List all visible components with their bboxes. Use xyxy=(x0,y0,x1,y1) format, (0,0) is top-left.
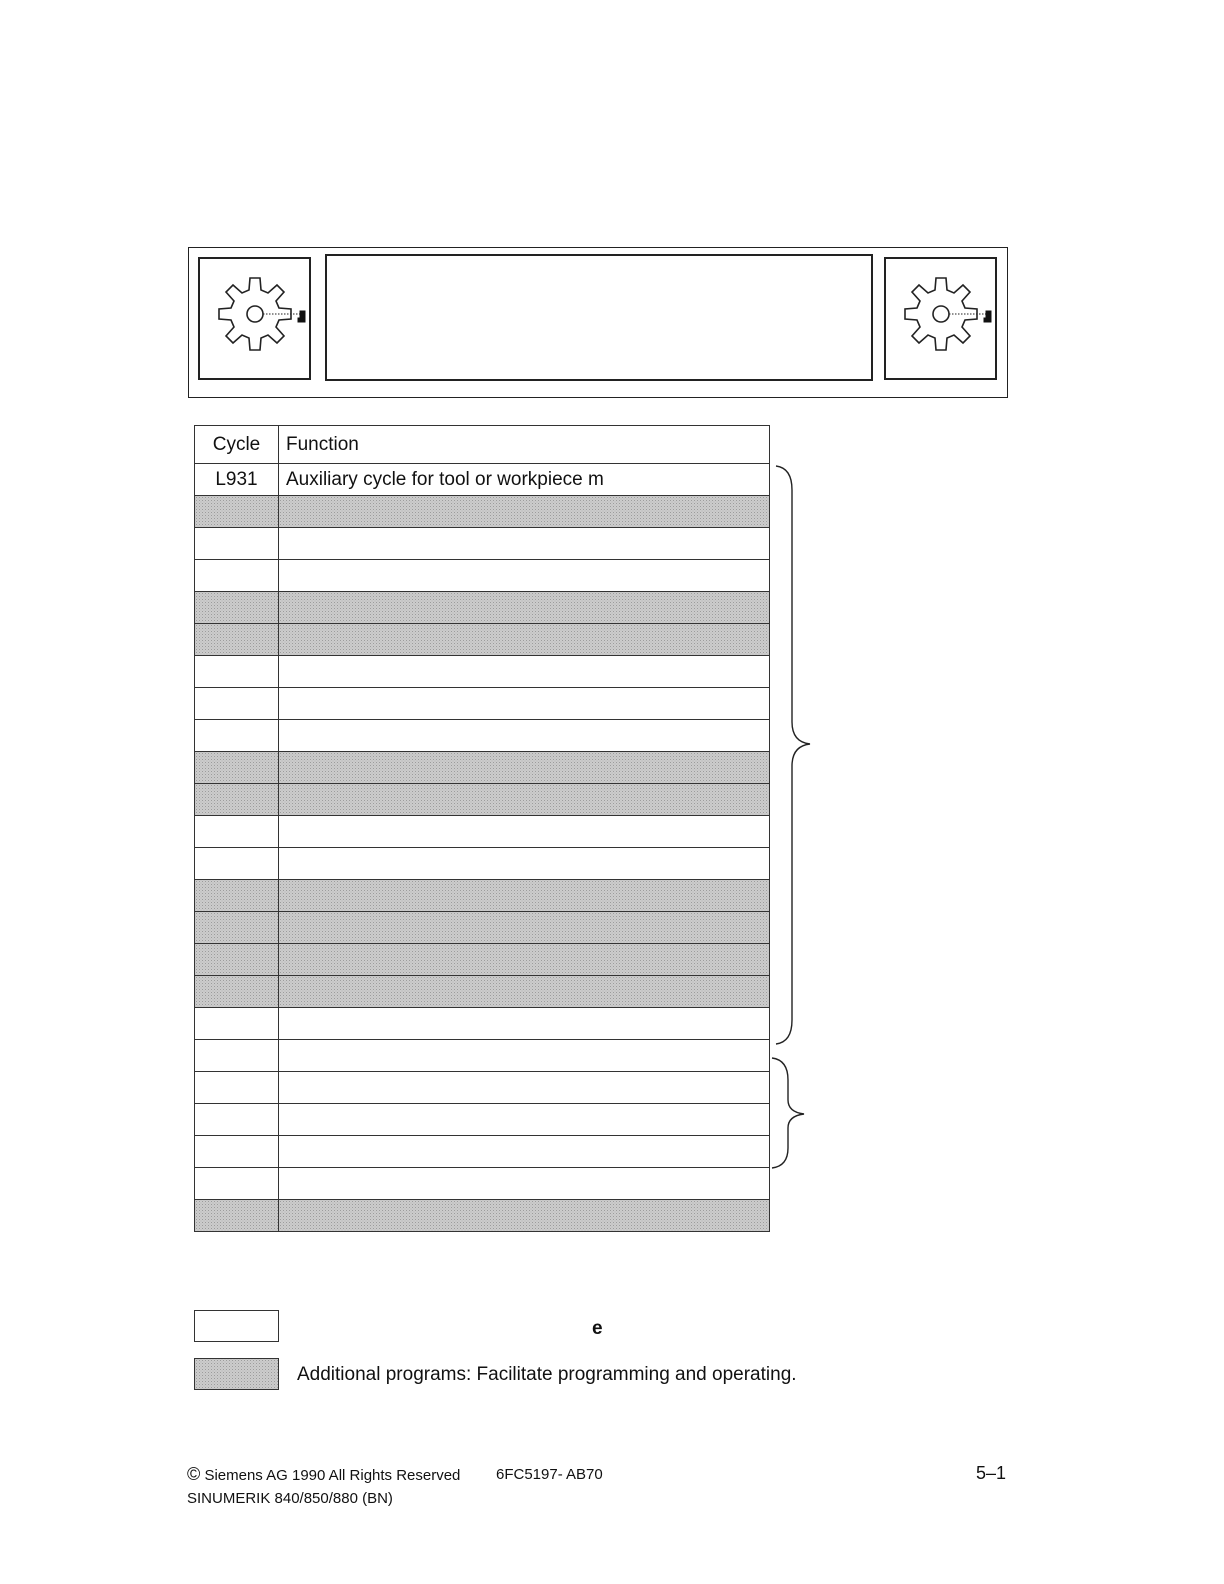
legend-standard-text: e xyxy=(592,1318,603,1339)
cell-cycle xyxy=(195,944,279,976)
brace-main xyxy=(776,466,810,1044)
cell-function xyxy=(279,528,770,560)
cycle-table xyxy=(194,425,770,1232)
table-row xyxy=(195,1072,770,1104)
brace-secondary xyxy=(772,1058,804,1168)
gear-box-left xyxy=(198,257,311,380)
copyright-text: Siemens AG 1990 All Rights Reserved xyxy=(204,1467,461,1484)
table-row xyxy=(195,912,770,944)
cell-cycle xyxy=(195,752,279,784)
cell-cycle xyxy=(195,816,279,848)
cell-cycle xyxy=(195,912,279,944)
legend-additional-text: Additional programs: Facilitate programming and operating. xyxy=(297,1364,797,1385)
table-row xyxy=(195,688,770,720)
table-row xyxy=(195,1040,770,1072)
table-row xyxy=(195,592,770,624)
table-row xyxy=(195,976,770,1008)
cell-function: Auxiliary cycle for tool or workpiece m xyxy=(279,464,770,496)
table-row xyxy=(195,784,770,816)
cell-function xyxy=(279,784,770,816)
header-function: Function xyxy=(279,426,770,464)
header-cycle: Cycle xyxy=(195,426,279,464)
cell-function xyxy=(279,752,770,784)
cell-function xyxy=(279,880,770,912)
footer-copyright-line xyxy=(187,1464,460,1485)
cell-cycle xyxy=(195,1200,279,1232)
cell-cycle xyxy=(195,880,279,912)
table-row xyxy=(195,560,770,592)
cell-function xyxy=(279,1168,770,1200)
table-row xyxy=(195,1136,770,1168)
legend-standard-swatch xyxy=(194,1310,279,1342)
copyright-symbol: © xyxy=(187,1464,201,1484)
cell-cycle xyxy=(195,560,279,592)
cell-function xyxy=(279,688,770,720)
cell-cycle xyxy=(195,528,279,560)
group-braces xyxy=(770,460,820,1180)
table-row xyxy=(195,528,770,560)
cell-cycle xyxy=(195,1040,279,1072)
cell-function xyxy=(279,1008,770,1040)
cell-function xyxy=(279,592,770,624)
cell-function xyxy=(279,1040,770,1072)
cell-function xyxy=(279,1136,770,1168)
table-row xyxy=(195,1008,770,1040)
gear-icon xyxy=(200,259,309,378)
cell-cycle xyxy=(195,1008,279,1040)
cell-function xyxy=(279,1072,770,1104)
cell-cycle xyxy=(195,784,279,816)
cell-cycle xyxy=(195,624,279,656)
cell-function xyxy=(279,944,770,976)
page-number: 5–1 xyxy=(976,1463,1007,1483)
table-row xyxy=(195,816,770,848)
cell-function xyxy=(279,912,770,944)
cell-cycle xyxy=(195,1104,279,1136)
chapter-title-box xyxy=(325,254,873,381)
table-row xyxy=(195,1168,770,1200)
cell-function xyxy=(279,1200,770,1232)
cell-cycle xyxy=(195,1072,279,1104)
cell-cycle xyxy=(195,496,279,528)
chapter-banner xyxy=(188,247,1008,398)
table-row xyxy=(195,1104,770,1136)
gear-icon xyxy=(886,259,995,378)
gear-box-right xyxy=(884,257,997,380)
cell-function xyxy=(279,560,770,592)
table-row xyxy=(195,880,770,912)
cell-function xyxy=(279,656,770,688)
table-row xyxy=(195,848,770,880)
cell-cycle xyxy=(195,656,279,688)
cell-cycle xyxy=(195,688,279,720)
cell-cycle xyxy=(195,848,279,880)
table-header-row xyxy=(195,426,770,464)
cell-function xyxy=(279,848,770,880)
table-row xyxy=(195,656,770,688)
cell-cycle xyxy=(195,720,279,752)
table-row xyxy=(195,464,770,496)
cell-cycle xyxy=(195,1136,279,1168)
table-row xyxy=(195,720,770,752)
legend-additional-swatch xyxy=(194,1358,279,1390)
cell-function xyxy=(279,976,770,1008)
cell-cycle: L931 xyxy=(195,464,279,496)
cell-cycle xyxy=(195,1168,279,1200)
table-row xyxy=(195,944,770,976)
product-name: SINUMERIK 840/850/880 (BN) xyxy=(187,1490,393,1507)
cell-function xyxy=(279,720,770,752)
order-number: 6FC5197- AB70 xyxy=(496,1466,603,1483)
table-row xyxy=(195,496,770,528)
table-row xyxy=(195,624,770,656)
cell-function xyxy=(279,1104,770,1136)
cell-cycle xyxy=(195,976,279,1008)
cell-function xyxy=(279,816,770,848)
cell-cycle xyxy=(195,592,279,624)
table-row xyxy=(195,1200,770,1232)
cell-function xyxy=(279,624,770,656)
table-row xyxy=(195,752,770,784)
cell-function xyxy=(279,496,770,528)
